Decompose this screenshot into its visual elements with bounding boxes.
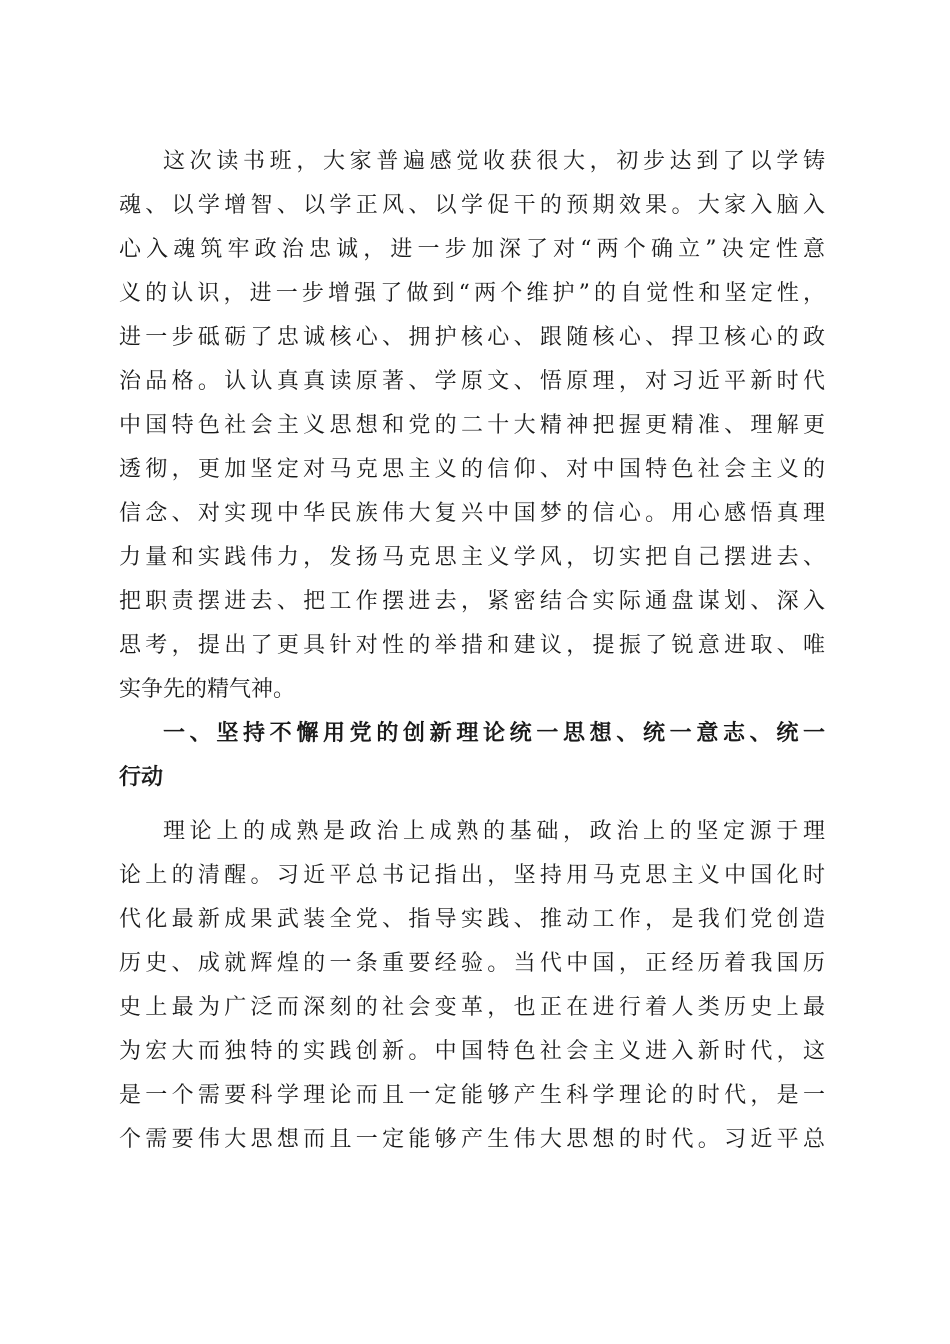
paragraph-2-line: 个需要伟大思想而且一定能够产生伟大思想的时代。习近平总 xyxy=(119,1127,825,1152)
paragraph-2-line: 是一个需要科学理论而且一定能够产生科学理论的时代，是一 xyxy=(119,1083,825,1108)
paragraph-1-line: 把职责摆进去、把工作摆进去，紧密结合实际通盘谋划、深入 xyxy=(119,589,825,614)
paragraph-2-line: 论上的清醒。习近平总书记指出，坚持用马克思主义中国化时 xyxy=(119,863,825,888)
paragraph-1-line: 中国特色社会主义思想和党的二十大精神把握更精准、理解更 xyxy=(119,413,825,438)
paragraph-1-line: 信念、对实现中华民族伟大复兴中国梦的信心。用心感悟真理 xyxy=(119,501,825,526)
paragraph-1-line: 心入魂筑牢政治忠诚，进一步加深了对“两个确立”决定性意 xyxy=(119,237,825,262)
section-heading-line: 行动 xyxy=(119,765,164,790)
paragraph-1-line: 义的认识，进一步增强了做到“两个维护”的自觉性和坚定性， xyxy=(119,281,825,306)
paragraph-1-line: 力量和实践伟力，发扬马克思主义学风，切实把自己摆进去、 xyxy=(119,545,825,570)
paragraph-1-line: 进一步砥砺了忠诚核心、拥护核心、跟随核心、捍卫核心的政 xyxy=(119,325,825,350)
paragraph-1-line: 透彻，更加坚定对马克思主义的信仰、对中国特色社会主义的 xyxy=(119,457,825,482)
paragraph-1-line: 这次读书班，大家普遍感觉收获很大，初步达到了以学铸 xyxy=(163,149,825,174)
section-heading xyxy=(119,712,825,800)
paragraph-1-line: 实争先的精气神。 xyxy=(119,677,296,702)
paragraph-1 xyxy=(119,140,825,712)
paragraph-2-line: 为宏大而独特的实践创新。中国特色社会主义进入新时代，这 xyxy=(119,1039,825,1064)
paragraph-1-line: 思考，提出了更具针对性的举措和建议，提振了锐意进取、唯 xyxy=(119,633,825,658)
paragraph-2 xyxy=(119,810,825,1162)
paragraph-1-line: 治品格。认认真真读原著、学原文、悟原理，对习近平新时代 xyxy=(119,369,825,394)
paragraph-2-line: 历史、成就辉煌的一条重要经验。当代中国，正经历着我国历 xyxy=(119,951,825,976)
paragraph-2-line: 理论上的成熟是政治上成熟的基础，政治上的坚定源于理 xyxy=(163,819,825,844)
paragraph-2-line: 史上最为广泛而深刻的社会变革，也正在进行着人类历史上最 xyxy=(119,995,825,1020)
paragraph-2-line: 代化最新成果武装全党、指导实践、推动工作，是我们党创造 xyxy=(119,907,825,932)
paragraph-1-line: 魂、以学增智、以学正风、以学促干的预期效果。大家入脑入 xyxy=(119,193,825,218)
section-heading-line: 一、坚持不懈用党的创新理论统一思想、统一意志、统一 xyxy=(163,721,825,746)
